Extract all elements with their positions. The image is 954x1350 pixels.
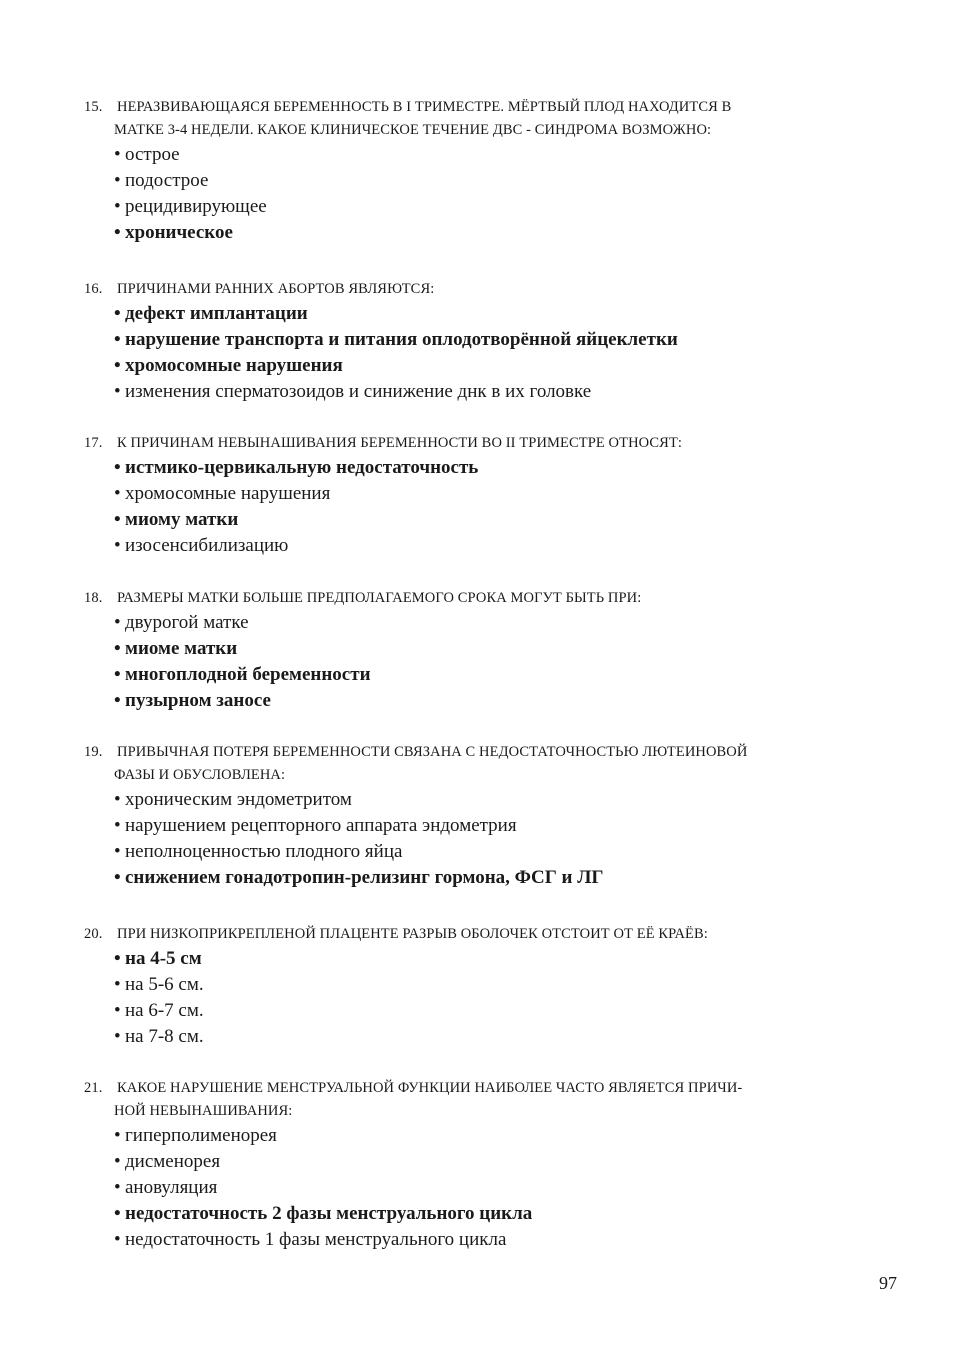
question-text — [84, 587, 884, 610]
answer-text: двурогой матке — [125, 612, 249, 633]
question-text-continued — [84, 119, 884, 142]
answer-text: неполноценностью плодного яйца — [125, 841, 403, 862]
bullet-icon: • — [114, 535, 121, 556]
bullet-icon: • — [114, 170, 121, 191]
question-line: КАКОЕ НАРУШЕНИЕ МЕНСТРУАЛЬНОЙ ФУНКЦИИ НАИБОЛЕЕ ЧАСТО ЯВЛЯЕТСЯ ПРИЧИ- — [117, 1080, 743, 1096]
question-text — [84, 923, 884, 946]
answer-text: на 4-5 см — [125, 948, 202, 969]
bullet-icon: • — [114, 483, 121, 504]
question-line: ПРИ НИЗКОПРИКРЕПЛЕНОЙ ПЛАЦЕНТЕ РАЗРЫВ ОБОЛОЧЕК ОТСТОИТ ОТ ЕЁ КРАЁВ: — [117, 926, 708, 942]
answer-text: изменения сперматозоидов и синижение днк в их головке — [125, 381, 592, 402]
answer-text: изосенсибилизацию — [125, 535, 289, 556]
answer-text: миоме матки — [125, 638, 238, 659]
question-text — [84, 432, 884, 455]
bullet-icon: • — [114, 815, 121, 836]
bullet-icon: • — [114, 1229, 121, 1250]
question-text-continued — [84, 1100, 884, 1123]
answer-list — [84, 455, 884, 559]
question-line: МАТКЕ 3-4 НЕДЕЛИ. КАКОЕ КЛИНИЧЕСКОЕ ТЕЧЕНИЕ ДВС - СИНДРОМА ВОЗМОЖНО: — [114, 122, 712, 138]
answer-option-correct — [84, 865, 884, 891]
bullet-icon: • — [114, 381, 121, 402]
answer-option — [84, 839, 884, 865]
answer-option — [84, 1175, 884, 1201]
answer-option — [84, 610, 884, 636]
answer-option-correct — [84, 946, 884, 972]
answer-option — [84, 813, 884, 839]
bullet-icon: • — [114, 1026, 121, 1047]
answer-text: хромосомные нарушения — [125, 355, 343, 376]
answer-option-correct — [84, 301, 884, 327]
answer-option-correct — [84, 455, 884, 481]
answer-text: дисменорея — [125, 1151, 221, 1172]
answer-option-correct — [84, 220, 884, 246]
answer-text: истмико-цервикальную недостаточность — [125, 457, 479, 478]
answer-text: снижением гонадотропин-релизинг гормона, ФСГ и ЛГ — [125, 867, 604, 888]
question-18 — [84, 587, 884, 714]
answer-text: хромосомные нарушения — [125, 483, 331, 504]
bullet-icon: • — [114, 664, 121, 685]
question-number: 21. — [84, 1080, 103, 1096]
answer-option-correct — [84, 353, 884, 379]
answer-option-correct — [84, 662, 884, 688]
answer-option-correct — [84, 507, 884, 533]
answer-text: дефект имплантации — [125, 303, 308, 324]
bullet-icon: • — [114, 1203, 121, 1224]
question-line: ПРИВЫЧНАЯ ПОТЕРЯ БЕРЕМЕННОСТИ СВЯЗАНА С НЕДОСТАТОЧНОСТЬЮ ЛЮТЕИНОВОЙ — [117, 744, 748, 760]
question-19 — [84, 741, 884, 891]
question-number: 17. — [84, 435, 103, 451]
answer-text: нарушение транспорта и питания оплодотворённой яйцеклетки — [125, 329, 678, 350]
bullet-icon: • — [114, 1125, 121, 1146]
bullet-icon: • — [114, 509, 121, 530]
answer-option — [84, 1024, 884, 1050]
answer-option — [84, 787, 884, 813]
question-line: ПРИЧИНАМИ РАННИХ АБОРТОВ ЯВЛЯЮТСЯ: — [117, 281, 435, 297]
question-line: РАЗМЕРЫ МАТКИ БОЛЬШЕ ПРЕДПОЛАГАЕМОГО СРОКА МОГУТ БЫТЬ ПРИ: — [117, 590, 642, 606]
answer-text: хроническим эндометритом — [125, 789, 352, 810]
answer-option — [84, 481, 884, 507]
question-line: НЕРАЗВИВАЮЩАЯСЯ БЕРЕМЕННОСТЬ В I ТРИМЕСТРЕ. МЁРТВЫЙ ПЛОД НАХОДИТСЯ В — [117, 99, 732, 115]
answer-text: острое — [125, 144, 180, 165]
bullet-icon: • — [114, 457, 121, 478]
answer-text: хроническое — [125, 222, 233, 243]
question-number: 18. — [84, 590, 103, 606]
answer-option — [84, 998, 884, 1024]
question-line: К ПРИЧИНАМ НЕВЫНАШИВАНИЯ БЕРЕМЕННОСТИ ВО II ТРИМЕСТРЕ ОТНОСЯТ: — [117, 435, 683, 451]
answer-text: пузырном заносе — [125, 690, 271, 711]
answer-list — [84, 610, 884, 714]
question-number: 15. — [84, 99, 103, 115]
bullet-icon: • — [114, 222, 121, 243]
question-text-continued — [84, 764, 884, 787]
question-16 — [84, 278, 884, 405]
answer-option — [84, 142, 884, 168]
question-text — [84, 278, 884, 301]
bullet-icon: • — [114, 355, 121, 376]
question-number: 19. — [84, 744, 103, 760]
answer-text: на 7-8 см. — [125, 1026, 204, 1047]
answer-list — [84, 787, 884, 891]
answer-option — [84, 972, 884, 998]
answer-option — [84, 1149, 884, 1175]
answer-text: на 6-7 см. — [125, 1000, 204, 1021]
bullet-icon: • — [114, 144, 121, 165]
answer-option-correct — [84, 688, 884, 714]
answer-option — [84, 379, 884, 405]
bullet-icon: • — [114, 1151, 121, 1172]
bullet-icon: • — [114, 196, 121, 217]
answer-option-correct — [84, 327, 884, 353]
bullet-icon: • — [114, 303, 121, 324]
answer-text: многоплодной беременности — [125, 664, 371, 685]
page-number: 97 — [879, 1273, 897, 1293]
answer-list — [84, 946, 884, 1050]
answer-option — [84, 1123, 884, 1149]
answer-text: недостаточность 1 фазы менструального цикла — [125, 1229, 507, 1250]
bullet-icon: • — [114, 948, 121, 969]
question-number: 20. — [84, 926, 103, 942]
answer-list — [84, 1123, 884, 1253]
bullet-icon: • — [114, 1177, 121, 1198]
answer-text: подострое — [125, 170, 209, 191]
answer-text: недостаточность 2 фазы менструального цикла — [125, 1203, 533, 1224]
bullet-icon: • — [114, 612, 121, 633]
question-number: 16. — [84, 281, 103, 297]
question-15 — [84, 96, 884, 246]
answer-text: ановуляция — [125, 1177, 218, 1198]
answer-text: на 5-6 см. — [125, 974, 204, 995]
question-line: ФАЗЫ И ОБУСЛОВЛЕНА: — [114, 767, 286, 783]
answer-text: миому матки — [125, 509, 239, 530]
question-21 — [84, 1077, 884, 1253]
question-line: НОЙ НЕВЫНАШИВАНИЯ: — [114, 1103, 293, 1119]
bullet-icon: • — [114, 974, 121, 995]
question-20 — [84, 923, 884, 1050]
answer-option — [84, 168, 884, 194]
bullet-icon: • — [114, 690, 121, 711]
question-text — [84, 1077, 884, 1100]
answer-option — [84, 194, 884, 220]
question-text — [84, 741, 884, 764]
answer-option — [84, 533, 884, 559]
question-17 — [84, 432, 884, 559]
answer-list — [84, 142, 884, 246]
question-text — [84, 96, 884, 119]
answer-list — [84, 301, 884, 405]
bullet-icon: • — [114, 867, 121, 888]
answer-text: гиперполименорея — [125, 1125, 277, 1146]
answer-option-correct — [84, 1201, 884, 1227]
answer-text: рецидивирующее — [125, 196, 267, 217]
bullet-icon: • — [114, 638, 121, 659]
bullet-icon: • — [114, 789, 121, 810]
bullet-icon: • — [114, 1000, 121, 1021]
answer-option — [84, 1227, 884, 1253]
answer-text: нарушением рецепторного аппарата эндометрия — [125, 815, 517, 836]
bullet-icon: • — [114, 329, 121, 350]
bullet-icon: • — [114, 841, 121, 862]
answer-option-correct — [84, 636, 884, 662]
